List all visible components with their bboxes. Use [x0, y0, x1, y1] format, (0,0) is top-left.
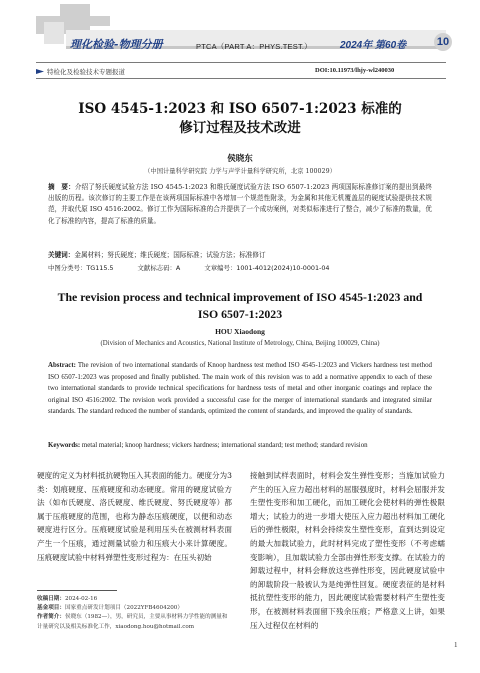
affiliation-zh: （中国计量科学研究院 力学与声学计量科学研究所，北京 100029）	[144, 168, 336, 175]
page-footer-number: 1	[454, 641, 458, 649]
document-code: 文献标志码：A	[137, 264, 181, 272]
footnote-bio	[37, 613, 232, 631]
keywords-en	[48, 440, 432, 452]
keywords-zh-text: 金属材料；努氏硬度；维氏硬度；国际标准；试验方法；标准修订	[74, 251, 266, 259]
abstract-en-label: Abstract:	[48, 362, 76, 369]
body-column-left: 硬度的定义为材料抵抗硬物压入其表面的能力。硬度分为3类：划痕硬度、压痕硬度和动态硬度。常用的硬度试验方法（如布氏硬度、洛氏硬度、维氏硬度、努氏硬度等）都属于压痕硬度的范围，也称为静态压痕硬度，以便和动态硬度进行区分。压痕硬度试验是利用压头在被测材料表面产生一个压痕，通过测量试验力和压痕大小来计算硬度。压痕硬度试验中材料弹塑性变形过程为：在压头初始	[37, 471, 232, 562]
footnote-fund	[37, 604, 232, 613]
article-number: 文章编号：1001-4012(2024)10-0001-04	[204, 264, 330, 272]
fund-label: 基金项目：	[37, 605, 65, 612]
author-zh: 侯晓东	[227, 154, 253, 164]
doi: DOI:10.11973/lhjy-wl240030	[315, 67, 395, 74]
affiliation-en: (Division of Mechanics and Acoustics, National Institute of Metrology, China, Beijing 100029, China)	[100, 340, 380, 347]
series-label: 特检化及检验技术专题报道	[47, 68, 125, 76]
keywords-zh	[48, 250, 432, 261]
bio-text: 侯晓东（1982—），男，研究员，主要从事材料力学性能的测量和计量研究以及相关标准化工作，xiaodong.hou@hotmail.com	[37, 614, 228, 630]
abstract-en-text: The revision of two international standards of Knoop hardness test method ISO 4545-1:2023 and Vickers hardness test method ISO 6507-1:2023 was proposed and finally published. The main work of this revision was to add a normative appendix to each of these two international standards to provide technical specifications for hardness tests of metal and other inorganic coatings and replace the original ISO 4516:2002. The revision work provided a successful case for the merger of international standards and integrated similar standards. The standard reduced the number of standards, optimized the content of standards, and improved the quality of standards.	[48, 362, 432, 416]
journal-title: PTCA（PART A：PHYS.TEST.）	[196, 42, 312, 51]
footnote-received	[37, 595, 232, 604]
footnote-rule	[37, 590, 117, 591]
title-zh-line2: 修订过程及技术改进	[179, 120, 301, 136]
header-rule-bottom	[36, 78, 446, 79]
series-arrow-icon	[36, 69, 44, 74]
keywords-zh-label: 关键词：	[48, 251, 75, 259]
footnotes	[37, 595, 232, 632]
header-rule	[36, 62, 446, 63]
bio-label: 作者简介：	[37, 614, 65, 621]
keywords-en-label: Keywords:	[48, 442, 81, 449]
page-number-badge: 10	[434, 33, 452, 51]
fund-text: 国家重点研发计划项目（2022YFB4604200）	[64, 605, 183, 612]
title-en-line2: ISO 6507-1:2023	[197, 307, 283, 321]
abstract-zh-label: 摘 要：	[48, 183, 75, 191]
classification-zh	[48, 263, 432, 272]
body-column-right: 接触到试样表面时，材料会发生弹性变形；当施加试验力产生的压入应力超出材料的屈服强度时，材料会屈服并发生塑性变形和加工硬化，而加工硬化会使材料的弹性极限增大；试验力的进一步增大使压入应力超出材料加工硬化后的弹性极限，材料会持续发生塑性变形，直到达到设定的最大加载试验力，此时材料完成了塑性变形（不考虑蠕变影响），且加载试验力全部由弹性形变支撑。在试验力的卸载过程中，材料会释放这些弹性形变，因此硬度试验中的卸载阶段一般被认为是纯弹性回复。硬度表征的是材料抵抗塑性变形的能力，因此硬度试验需要材料产生塑性变形，在被测材料表面留下残余压痕；严格意义上讲，如果压入过程仅在材料的	[250, 471, 445, 630]
received-label: 收稿日期：	[37, 596, 65, 602]
journal-logo: 理化检验-物理分册	[70, 38, 163, 51]
volume-badge: 2024年 第60卷	[340, 40, 407, 51]
author-en: HOU Xiaodong	[215, 327, 265, 336]
title-en-line1: The revision process and technical improvement of ISO 4545-1:2023 and	[57, 290, 423, 304]
title-zh-line1: ISO 4545-1:2023 和 ISO 6507-1:2023 标准的	[78, 101, 402, 117]
received-date: 2024-02-16	[64, 596, 98, 602]
abstract-zh	[48, 182, 432, 227]
clc-number: 中图分类号：TG115.5	[48, 264, 114, 272]
keywords-en-text: metal material; knoop hardness; vickers hardness; international standard; test method; standard revision	[81, 442, 368, 449]
abstract-zh-text: 介绍了努氏硬度试验方法 ISO 4545-1:2023 和维氏硬度试验方法 ISO 6507-1:2023 两项国际标准修订案的提出到最终出版的历程。该次修订的主要工作是在该两项国际标准中各增加一个规范性附录，为金属和其他无机覆盖层的硬度试验提供技术规范，并取代原 ISO 4516:2002。修订工作为国际标准的合并提供了一个成功案例，对类似标准进行了整合，减少了标准的数量，优化了标准的内容，提高了标准的质量。	[48, 183, 432, 225]
abstract-en	[48, 360, 432, 418]
